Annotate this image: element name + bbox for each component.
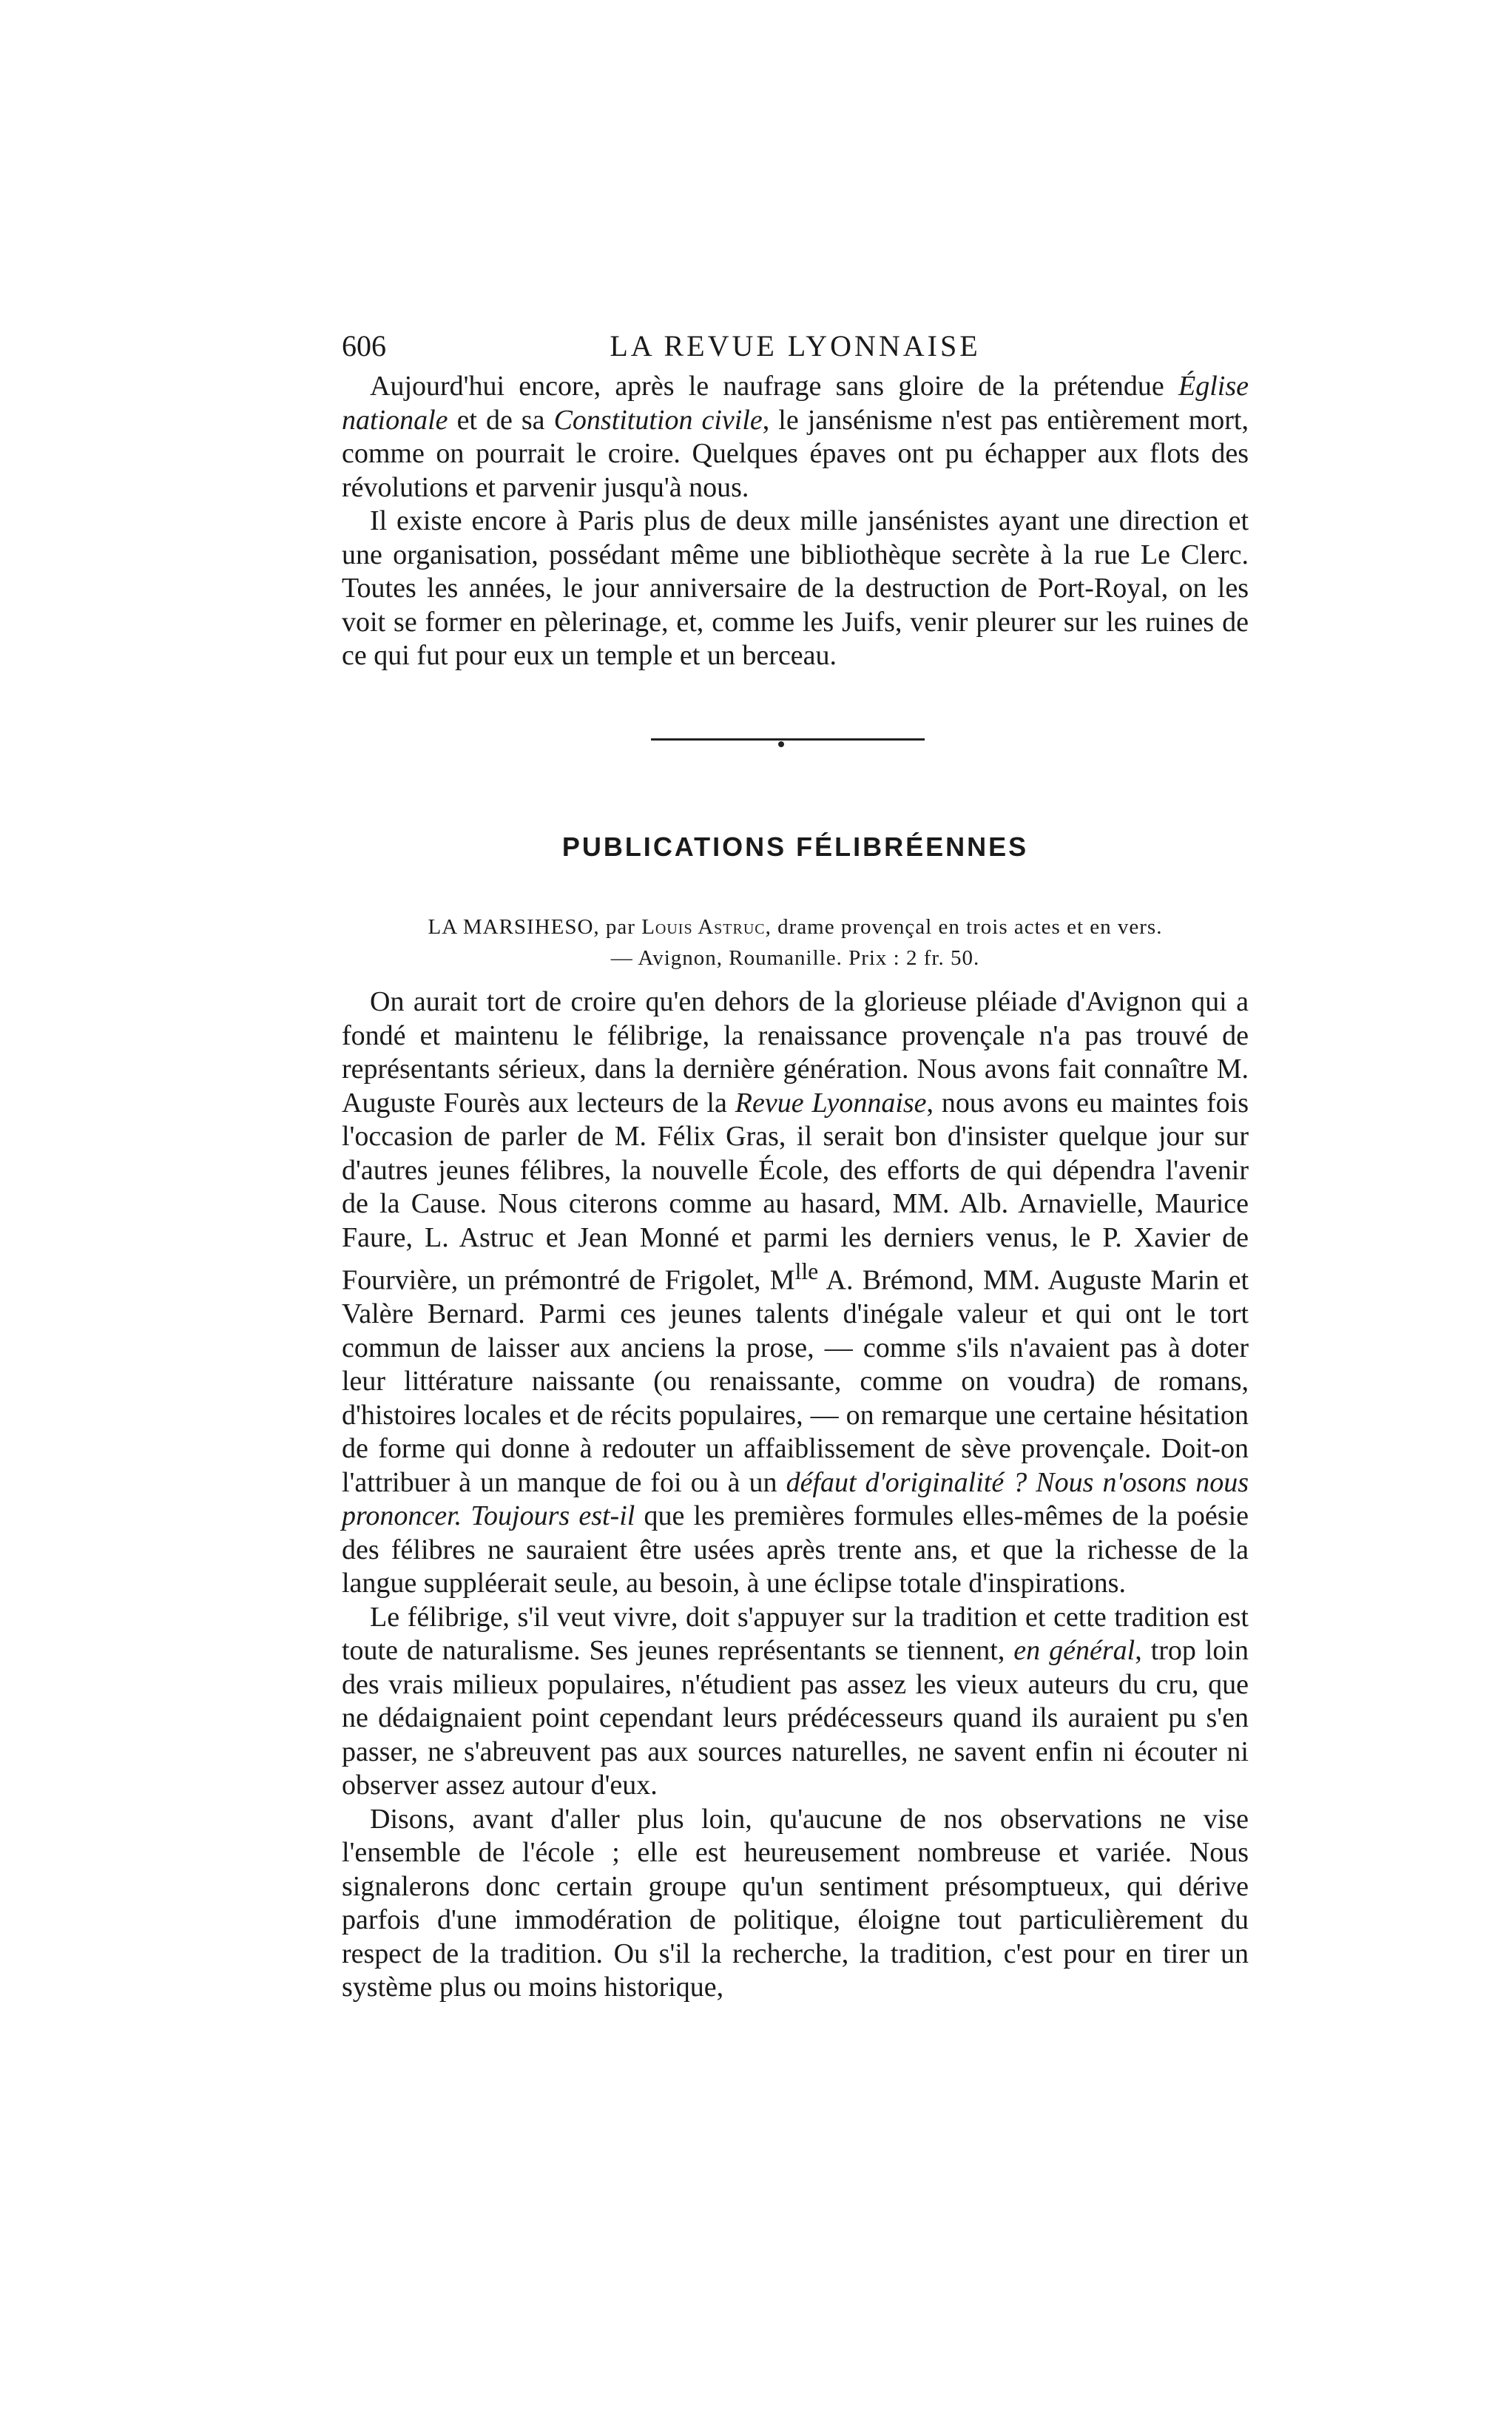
article-end-text [342, 370, 1249, 673]
citation-line-2: — Avignon, Roumanille. Prix : 2 fr. 50. [610, 946, 980, 970]
section-title: PUBLICATIONS FÉLIBRÉENNES [561, 832, 1029, 862]
paragraph: On aurait tort de croire qu'en dehors de la glorieuse pléiade d'Avignon qui a fondé et maintenu le félibrige, la renaissance provençale n'a pas trouvé de représentants sérieux, dans la dernière génération. Nous avons fait connaître M. Auguste Fourès aux lecteurs de la Revue Lyonnaise, nous avons eu maintes fois l'occasion de parler de M. Félix Gras, il serait bon d'insister quelque jour sur d'autres jeunes félibres, la nouvelle École, des efforts de qui dépendra l'avenir de la Cause. Nous citerons comme au hasard, MM. Alb. Arnavielle, Maurice Faure, L. Astruc et Jean Monné et parmi les derniers venus, le P. Xavier de Fourvière, un prémontré de Frigolet, $M^{lle}$ A. Brémond, MM. Auguste Marin et Valère Bernard. Parmi ces jeunes talents d'inégale valeur et qui ont le tort commun de laisser aux anciens la prose, — comme s'ils n'avaient pas à doter leur littérature naissante (ou renaissante, comme on voudra) de romans, d'histoires locales et de récits populaires, — on remarque une certaine hésitation de forme qui donne à redouter un affaiblissement de sève provençale. Doit-on l'attribuer à un manque de foi ou à un défaut d'originalité ? Nous n'osons nous prononcer. Toujours est-il que les premières formules elles-mêmes de la poésie des félibres ne sauraient être usées après trente ans, et que la richesse de la langue suppléerait seule, au besoin, à une éclipse totale d'inspirations. [342, 986, 1249, 1599]
running-title: LA REVUE LYONNAISE [610, 329, 981, 363]
citation-line-1: LA MARSIHESO, par Louis Astruc, drame provençal en trois actes et en vers. [428, 915, 1163, 939]
page-number: 606 [342, 329, 386, 363]
paragraph: Il existe encore à Paris plus de deux mille jansénistes ayant une direction et une organisation, possédant même une bibliothèque secrète à la rue Le Clerc. Toutes les années, le jour anniversaire de la destruction de Port-Royal, on les voit se former en pèlerinage, et, comme les Juifs, venir pleurer sur les ruines de ce qui fut pour eux un temple et un berceau. [342, 505, 1249, 671]
paragraph: Aujourd'hui encore, après le naufrage sans gloire de la prétendue Église nationale et de sa Constitution civile, le jansénisme n'est pas entièrement mort, comme on pourrait le croire. Quelques épaves ont pu échapper aux flots des révolutions et parvenir jusqu'à nous. [342, 371, 1249, 503]
paragraph: Disons, avant d'aller plus loin, qu'aucune de nos observations ne vise l'ensemble de l'école ; elle est heureusement nombreuse et variée. Nous signalerons donc certain groupe qu'un sentiment présomptueux, qui dérive parfois d'une immodération de politique, éloigne tout particulièrement du respect de la tradition. Ou s'il la recherche, la tradition, c'est pour en tirer un système plus ou moins historique, [342, 1803, 1249, 2003]
running-header [342, 324, 1249, 368]
paragraph: Le félibrige, s'il veut vivre, doit s'appuyer sur la tradition et cette tradition est toute de naturalisme. Ses jeunes représentants se tiennent, en général, trop loin des vrais milieux populaires, n'étudient pas assez les vieux auteurs du cru, que ne dédaignaient point cependant leurs prédécesseurs quand ils auraient pu s'en passer, ne s'abreuvent pas aux sources naturelles, ne savent enfin ni écouter ni observer assez autour d'eux. [342, 1601, 1249, 1801]
review-citation [385, 911, 1206, 974]
review-body-text [342, 985, 1249, 2005]
section-divider [651, 737, 925, 747]
